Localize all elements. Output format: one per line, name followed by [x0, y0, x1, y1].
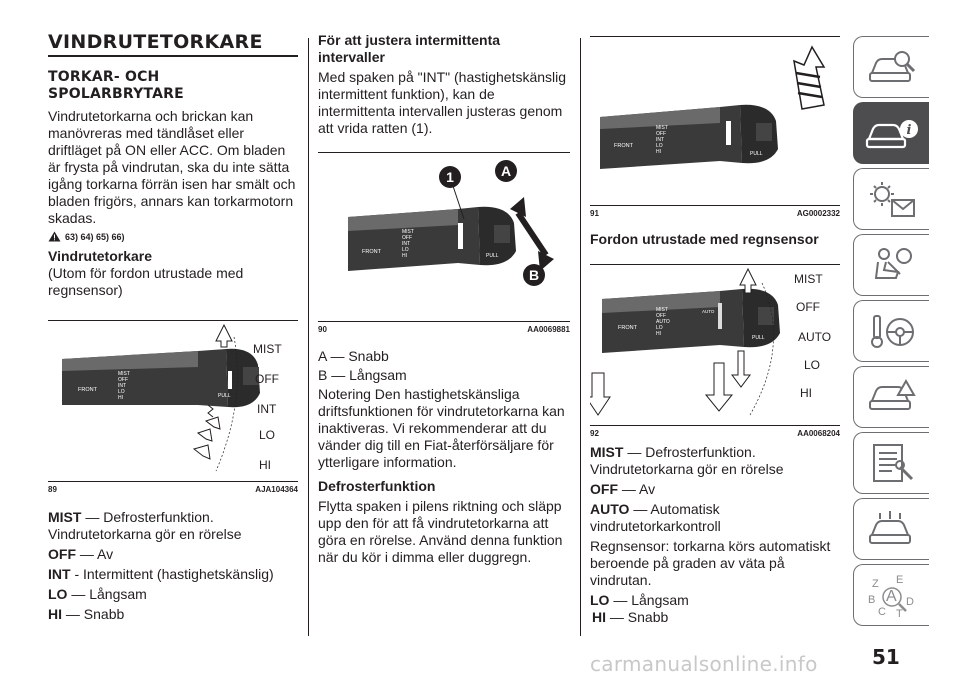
interval-heading: För att justera intermittenta intervaller [318, 32, 501, 65]
page-title: VINDRUTETORKARE [48, 31, 263, 53]
intro-paragraph: Vindrutetorkarna och brickan kan manövreras med tändlåset eller driftläget på ON eller ACC. Om bladen är frysta på vindrutan, ska du inte sätta igång torkarna förrän isen har smält och bladen frigörs, annars kan torkarmotorn skadas. [48, 108, 296, 226]
stalk-label-mist: MIST [118, 371, 130, 377]
stalk-label-off: OFF [118, 377, 128, 383]
stalk-label-front: FRONT [618, 325, 637, 331]
dashboard-search-icon [866, 47, 918, 87]
tab-dashboard[interactable] [853, 36, 929, 98]
figure-number: 91 [590, 209, 599, 218]
stalk-label-lo: LO [402, 247, 409, 253]
rain-sensor-heading: Fordon utrustade med regnsensor [590, 231, 819, 247]
arrow-down-icon [732, 351, 750, 387]
wiper-mist-illustration [590, 37, 840, 205]
warning-triangle-icon [48, 231, 61, 242]
car-specs-icon [866, 507, 918, 551]
definition-item: HI — Snabb [592, 609, 669, 625]
column-divider [580, 38, 581, 636]
arrow-down-icon [590, 373, 610, 415]
checklist-wrench-icon [866, 441, 918, 485]
stalk-label-front: FRONT [362, 249, 381, 255]
definition-item: OFF — Av [590, 481, 656, 497]
stalk-label-int: INT [118, 383, 127, 389]
stalk-label-mist: MIST [656, 307, 668, 313]
stalk-label-lo: LO [656, 325, 663, 331]
figure-caption [590, 425, 840, 438]
tab-driving[interactable] [853, 300, 929, 362]
stalk-label-pull: PULL [752, 335, 765, 341]
position-label-off: OFF [255, 372, 279, 386]
svg-text:A: A [885, 588, 897, 605]
definition-item: INT - Intermittent (hastighetskänslig) [48, 566, 274, 582]
wiper-note: (Utom för fordon utrustade med regnsensor) [48, 265, 244, 298]
definition-item: MIST — Defrosterfunktion. [590, 444, 756, 460]
stalk-label-hi: HI [656, 331, 661, 337]
stalk-label-mist: MIST [656, 125, 668, 131]
definition-item: LO — Långsam [590, 592, 689, 608]
svg-text:T: T [895, 608, 903, 619]
column-3 [590, 0, 840, 626]
stalk-label-off: OFF [656, 313, 666, 319]
seat-airbag-icon [866, 244, 918, 286]
callout-a: A [500, 163, 512, 179]
position-label-int: INT [257, 402, 277, 416]
callout-b: B [528, 267, 540, 283]
column-divider [308, 38, 309, 636]
figure-code: AJA104364 [255, 485, 298, 494]
arrow-up-icon [216, 325, 232, 347]
stalk-label-auto: AUTO [656, 319, 670, 325]
wiper-auto-illustration [590, 265, 840, 425]
svg-text:E: E [895, 574, 903, 586]
stalk-label-auto-ring: AUTO [702, 309, 715, 314]
definition-item: AUTO — Automatisk [590, 501, 720, 517]
figure-92 [590, 265, 840, 425]
figure-number: 90 [318, 325, 327, 334]
figure-number: 92 [590, 429, 599, 438]
car-info-icon [863, 113, 921, 153]
arrow-down-icon [198, 429, 212, 441]
column-1 [48, 0, 298, 626]
stalk-label-int: INT [656, 137, 665, 143]
stalk-label-off: OFF [656, 131, 666, 137]
tab-maintenance[interactable] [853, 432, 929, 494]
stalk-label-lo: LO [118, 389, 125, 395]
figure-caption [48, 481, 298, 494]
arrow-down-icon [194, 445, 210, 459]
legend-a: A — Snabb [318, 348, 389, 364]
title-rule [48, 55, 298, 57]
figure-caption [318, 321, 570, 334]
page-number: 51 [872, 645, 900, 669]
definition-item: MIST — Defrosterfunktion. [48, 509, 214, 525]
svg-text:B: B [867, 594, 875, 606]
warning-refs-text: 63) 64) 65) 66) [65, 231, 125, 242]
tab-specifications[interactable] [853, 498, 929, 560]
figure-caption [590, 205, 840, 218]
stalk-label-hi: HI [118, 395, 123, 401]
svg-text:i: i [906, 123, 911, 138]
wiper-ring-illustration [318, 153, 570, 321]
position-label-lo: LO [259, 428, 276, 442]
stalk-label-pull: PULL [486, 253, 499, 259]
note-paragraph: Notering Den hastighetskänsliga driftsfunktionen för vindrutetorkarna kan inaktiveras. Vi rekommenderar att du vänder dig till en Fiat-återförsäljare för ytterligare information. [318, 386, 565, 470]
watermark: carmanualsonline.info [590, 652, 818, 676]
key-steering-icon [866, 310, 918, 352]
tab-index[interactable] [853, 564, 929, 626]
section-heading-line2: SPOLARBRYTARE [48, 86, 184, 102]
wiper-stalk-illustration [48, 321, 298, 481]
arrow-down-icon [206, 417, 220, 429]
svg-text:D: D [905, 596, 914, 608]
stalk-label-hi: HI [656, 149, 661, 155]
stalk-label-int: INT [402, 241, 411, 247]
section-heading-line1: TORKAR- OCH [48, 69, 160, 85]
figure-code: AG0002332 [796, 209, 840, 218]
stalk-label-mist: MIST [402, 229, 414, 235]
stalk-label-pull: PULL [750, 151, 763, 157]
figure-number: 89 [48, 485, 57, 494]
warning-refs [48, 231, 298, 242]
figure-code: AA0069881 [527, 325, 570, 334]
stalk-label-pull: PULL [218, 393, 231, 399]
position-label-auto: AUTO [798, 330, 832, 344]
tab-car-info[interactable] [853, 102, 929, 164]
definition-item: LO — Långsam [48, 586, 147, 602]
figure-91 [590, 37, 840, 205]
stalk-label-off: OFF [402, 235, 412, 241]
position-label-mist: MIST [794, 272, 823, 286]
figure-code: AA0068204 [797, 429, 840, 438]
stalk-label-lo: LO [656, 143, 663, 149]
legend-b: B — Långsam [318, 367, 407, 383]
definition-item: OFF — Av [48, 546, 114, 562]
svg-text:C: C [877, 606, 886, 618]
definition-list [590, 444, 840, 535]
section-heading [48, 69, 298, 103]
callout-1: 1 [446, 169, 454, 185]
position-label-mist: MIST [253, 342, 282, 356]
definition-item: Vindrutetorkarna gör en rörelse [48, 526, 242, 542]
tab-safety[interactable] [853, 234, 929, 296]
column-2 [318, 0, 570, 566]
alphabet-index-icon [864, 571, 920, 619]
tab-lights[interactable] [853, 168, 929, 230]
car-warning-icon [866, 377, 918, 417]
wiper-heading: Vindrutetorkare [48, 248, 152, 264]
position-label-hi: HI [259, 458, 271, 472]
stalk-label-front: FRONT [614, 143, 633, 149]
defrost-heading: Defrosterfunktion [318, 478, 436, 494]
tab-emergency[interactable] [853, 366, 929, 428]
svg-text:Z: Z [871, 578, 879, 590]
rain-sensor-paragraph: Regnsensor: torkarna körs automatiskt beroende på graden av väta på vindrutan. [590, 538, 831, 588]
position-label-hi: HI [800, 386, 812, 400]
stalk-label-front: FRONT [78, 387, 97, 393]
defrost-paragraph: Flytta spaken i pilens riktning och släpp upp den för att få vindrutetorkarna att göra en rörelse. Använd denna funktion när du kör i dimma eller duggregn. [318, 498, 563, 565]
definition-item: Vindrutetorkarna gör en rörelse [590, 461, 784, 477]
arrow-down-icon [706, 363, 732, 411]
interval-intro: Med spaken på "INT" (hastighetskänslig intermittent funktion), kan de intermittenta intervallen justeras genom att vrida ratten (1). [318, 69, 567, 136]
position-label-lo: LO [804, 358, 821, 372]
position-label-off: OFF [796, 300, 820, 314]
stalk-label-hi: HI [402, 253, 407, 259]
figure-89 [48, 321, 298, 481]
definition-item: HI — Snabb [48, 606, 125, 622]
warning-light-message-icon [866, 178, 918, 220]
definition-item: vindrutetorkarkontroll [590, 518, 721, 534]
definition-list [48, 509, 298, 623]
figure-90 [318, 153, 570, 321]
